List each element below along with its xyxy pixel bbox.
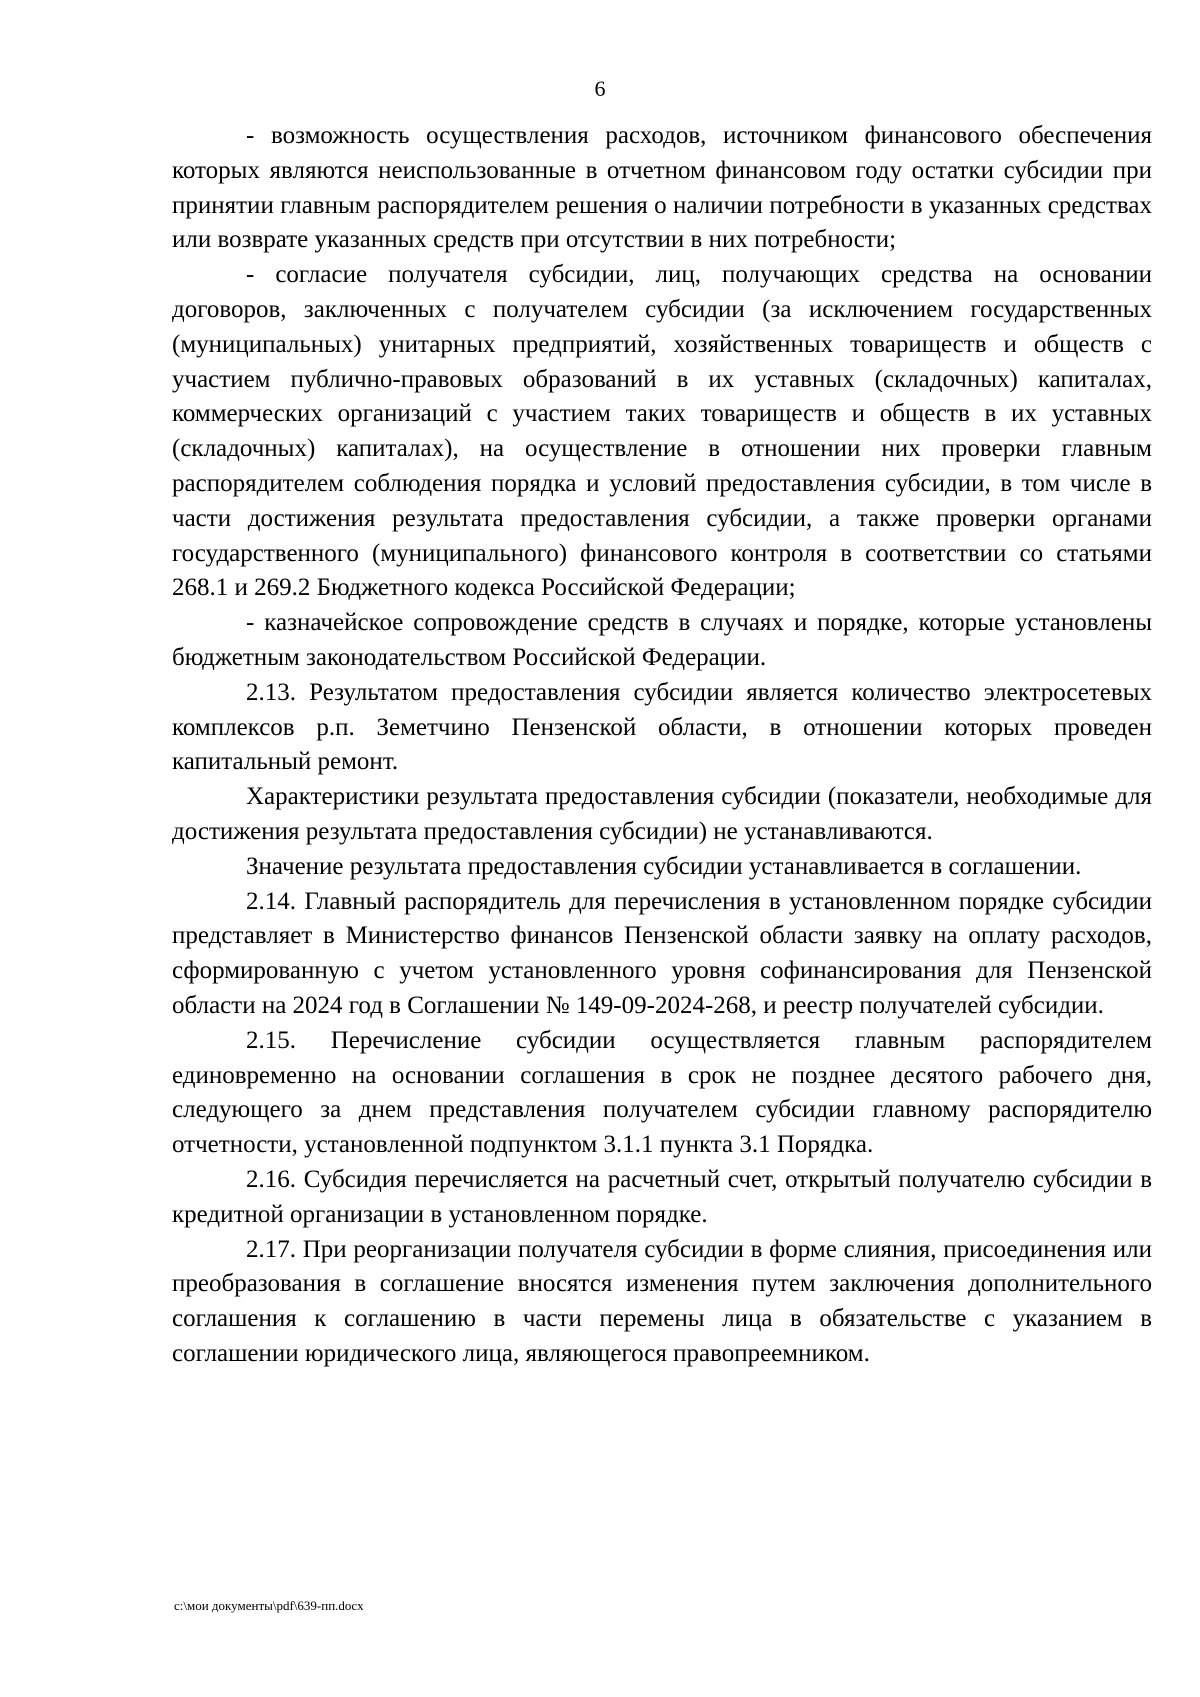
paragraph-2-16-account: 2.16. Субсидия перечисляется на расчетный счет, открытый получателю субсидии в кредитной организации в установленном порядке. [172,1165,1152,1228]
paragraph-budget-remainder: - возможность осуществления расходов, источником финансового обеспечения которых являются неиспользованные в отчетном финансовом году остатки субсидии при принятии главным распорядителем решения о наличии потребности в указанных средствах или возврате указанных средств при отсутствии в них потребности; [172,122,1152,254]
paragraph-2-15-transfer: 2.15. Перечисление субсидии осуществляется главным распорядителем единовременно на основании соглашения в срок не позднее десятого рабочего дня, следующего за днем представления получателем субсидии главному распорядителю отчетности, установленной подпунктом 3.1.1 пункта 3.1 Порядка. [172,1026,1152,1159]
paragraph-consent-inspection: - согласие получателя субсидии, лиц, получающих средства на основании договоров, заключенных с получателем субсидии (за исключением государственных (муниципальных) унитарных предприятий, хозяйственных товариществ и обществ с участием публично-правовых образований в их уставных (складочных) капиталах, коммерческих организаций с участием таких товариществ и обществ в их уставных (складочных) капиталах), на осуществление в отношении них проверки главным распорядителем соблюдения порядка и условий предоставления субсидии, в том числе в части достижения результата предоставления субсидии, а также проверки органами государственного (муниципального) финансового контроля в соответствии со статьями 268.1 и 269.2 Бюджетного кодекса Российской Федерации; [172,261,1152,602]
document-body [172,119,1152,1372]
paragraph-2-17-reorganization: 2.17. При реорганизации получателя субсидии в форме слияния, присоединения или преобразования в соглашение вносятся изменения путем заключения дополнительного соглашения к соглашению в части перемены лица в обязательстве с указанием в соглашении юридического лица, являющегося правопреемником. [172,1235,1152,1367]
paragraph-2-14-payment-request: 2.14. Главный распорядитель для перечисления в установленном порядке субсидии представляет в Министерство финансов Пензенской области заявку на оплату расходов, сформированную с учетом установленного уровня софинансирования для Пензенской области на 2024 год в Соглашении № 149-09-2024-268, и реестр получателей субсидии. [172,887,1152,1019]
footer-file-path: c:\мои документы\pdf\639-пп.docx [174,1598,364,1613]
page-number: 6 [594,76,606,101]
paragraph-result-characteristics: Характеристики результата предоставления субсидии (показатели, необходимые для достижения результата предоставления субсидии) не устанавливаются. [172,783,1152,845]
paragraph-2-13-result: 2.13. Результатом предоставления субсидии является количество электросетевых комплексов р.п. Земетчино Пензенской области, в отношении которых проведен капитальный ремонт. [172,678,1152,776]
paragraph-treasury-support: - казначейское сопровождение средств в случаях и порядке, которые установлены бюджетным законодательством Российской Федерации. [172,609,1152,671]
paragraph-result-value: Значение результата предоставления субсидии устанавливается в соглашении. [246,852,1082,880]
